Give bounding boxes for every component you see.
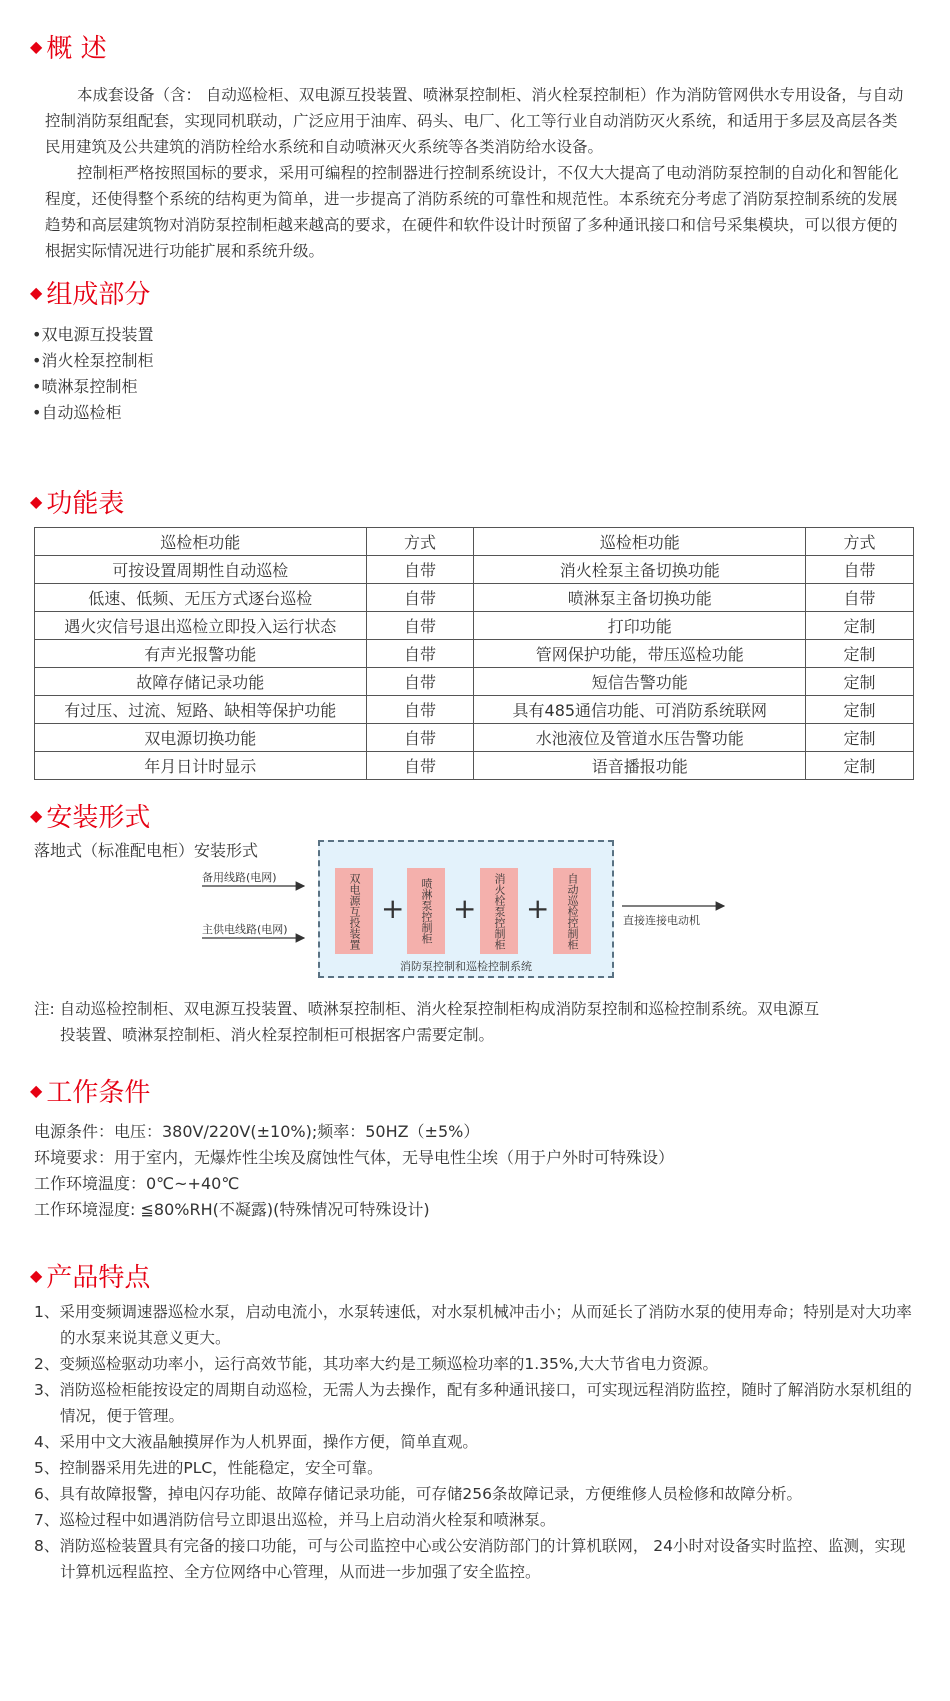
table-cell: 定制 [806,696,914,724]
table-cell: 定制 [806,668,914,696]
section-title-function-table: ◆ 功能表 [30,489,125,519]
backup-line-label: 备用线路(电网) [202,871,277,884]
feature-item: 5、控制器采用先进的PLC，性能稳定，安全可靠。 [34,1459,383,1477]
table-cell: 可按设置周期性自动巡检 [35,556,367,584]
table-cell: 有过压、过流、短路、缺相等保护功能 [35,696,367,724]
installation-note-line-1: 注: 自动巡检控制柜、双电源互投装置、喷淋泵控制柜、消火栓泵控制柜构成消防泵控制和巡检控制系统。双电源互 [34,1000,820,1018]
table-cell: 水池液位及管道水压告警功能 [474,724,806,752]
diamond-bullet-icon: ◆ [30,1081,43,1100]
feature-item: 2、变频巡检驱动功率小，运行高效节能，其功率大约是工频巡检功率的1.35%,大大节省电力资源。 [34,1355,719,1373]
table-cell: 双电源切换功能 [35,724,367,752]
feature-item: 4、采用中文大液晶触摸屏作为人机界面，操作方便，简单直观。 [34,1433,478,1451]
table-cell: 自带 [366,696,474,724]
diamond-bullet-icon: ◆ [30,1266,43,1285]
section-title-overview: ◆ 概 述 [30,34,107,64]
table-cell: 年月日计时显示 [35,752,367,780]
table-cell: 消火栓泵主备切换功能 [474,556,806,584]
condition-line: 工作环境湿度: ≦80%RH(不凝露)(特殊情况可特殊设计) [34,1200,430,1219]
section-title-conditions: ◆ 工作条件 [30,1078,151,1108]
table-header-cell: 方式 [366,528,474,556]
output-label: 直接连接电动机 [623,914,700,927]
table-cell: 自带 [806,556,914,584]
table-cell: 管网保护功能，带压巡检功能 [474,640,806,668]
table-cell: 自带 [366,724,474,752]
table-cell: 故障存储记录功能 [35,668,367,696]
diagram-unit-sprinkler: 喷淋泵控制柜 [407,868,445,954]
table-cell: 自带 [366,556,474,584]
table-cell: 定制 [806,612,914,640]
main-line-label: 主供电线路(电网) [202,923,288,936]
section-title-features: ◆ 产品特点 [30,1263,151,1293]
section-title-composition: ◆ 组成部分 [30,280,151,310]
diagram-unit-inspection: 自动巡检控制柜 [553,868,591,954]
diamond-bullet-icon: ◆ [30,492,43,511]
overview-paragraph-1: 本成套设备（含： 自动巡检柜、双电源互投装置、喷淋泵控制柜、消火栓泵控制柜）作为消防管网供水专用设备，与自动控制消防泵组配套，实现同机联动，广泛应用于油库、码头、电厂、化工等行业自动消防灭火系统，和适用于多层及高层各类民用建筑及公共建筑的消防栓给水系统和自动喷淋灭火系统等各类消防给水设备。 [45,86,904,156]
feature-item: 3、消防巡检柜能按设定的周期自动巡检，无需人为去操作，配有多种通讯接口，可实现远程消防监控，随时了解消防水泵机组的情况，便于管理。 [34,1381,912,1425]
table-cell: 定制 [806,752,914,780]
table-header-cell: 巡检柜功能 [474,528,806,556]
composition-item: •消火栓泵控制柜 [32,351,154,370]
overview-paragraph-2: 控制柜严格按照国标的要求，采用可编程的控制器进行控制系统设计，不仅大大提高了电动消防泵控制的自动化和智能化程度，还使得整个系统的结构更为简单，进一步提高了消防系统的可靠性和规范性。本系统充分考虑了消防泵控制系统的发展趋势和高层建筑物对消防泵控制柜越来越高的要求，在硬件和软件设计时预留了多种通讯接口和信号采集模块，可以很方便的根据实际情况进行功能扩展和系统升级。 [45,164,899,260]
condition-line: 环境要求：用于室内，无爆炸性尘埃及腐蚀性气体，无导电性尘埃（用于户外时可特殊设） [34,1148,675,1167]
plus-icon: + [381,892,405,925]
composition-item: •自动巡检柜 [32,403,122,422]
diagram-unit-dual-power: 双电源互投装置 [335,868,373,954]
composition-item: •双电源互投装置 [32,325,154,344]
table-cell: 自带 [806,584,914,612]
diamond-bullet-icon: ◆ [30,806,43,825]
feature-item: 7、巡检过程中如遇消防信号立即退出巡检，并马上启动消火栓泵和喷淋泵。 [34,1511,556,1529]
plus-icon: + [453,892,477,925]
table-cell: 定制 [806,724,914,752]
diamond-bullet-icon: ◆ [30,283,43,302]
table-header-cell: 方式 [806,528,914,556]
table-cell: 喷淋泵主备切换功能 [474,584,806,612]
table-cell: 自带 [366,612,474,640]
table-header-cell: 巡检柜功能 [35,528,367,556]
table-cell: 打印功能 [474,612,806,640]
condition-line: 工作环境温度：0℃~+40℃ [34,1174,240,1193]
table-cell: 有声光报警功能 [35,640,367,668]
feature-item: 8、消防巡检装置具有完备的接口功能，可与公司监控中心或公安消防部门的计算机联网， 24小时对设备实时监控、监测，实现计算机远程监控、全方位网络中心管理，从而进一步加强了安全监控。 [34,1537,906,1581]
table-cell: 定制 [806,640,914,668]
table-cell: 自带 [366,752,474,780]
composition-item: •喷淋泵控制柜 [32,377,138,396]
table-cell: 语音播报功能 [474,752,806,780]
system-box-label: 消防泵控制和巡检控制系统 [400,960,532,973]
feature-item: 6、具有故障报警，掉电闪存功能、故障存储记录功能，可存储256条故障记录，方便维修人员检修和故障分析。 [34,1485,802,1503]
installation-note-line-2: 投装置、喷淋泵控制柜、消火栓泵控制柜可根据客户需要定制。 [60,1026,495,1044]
installation-subtitle: 落地式（标准配电柜）安装形式 [34,841,259,860]
table-cell: 遇火灾信号退出巡检立即投入运行状态 [35,612,367,640]
plus-icon: + [526,892,550,925]
section-title-installation: ◆ 安装形式 [30,803,151,833]
table-cell: 自带 [366,668,474,696]
table-cell: 短信告警功能 [474,668,806,696]
diamond-bullet-icon: ◆ [30,37,43,56]
table-cell: 具有485通信功能、可消防系统联网 [474,696,806,724]
table-cell: 自带 [366,640,474,668]
table-cell: 自带 [366,584,474,612]
feature-item: 1、采用变频调速器巡检水泵，启动电流小，水泵转速低，对水泵机械冲击小；从而延长了消防水泵的使用寿命；特别是对大功率的水泵来说其意义更大。 [34,1303,912,1347]
diagram-unit-hydrant: 消火栓泵控制柜 [480,868,518,954]
condition-line: 电源条件：电压：380V/220V(±10%);频率：50HZ（±5%） [34,1122,480,1141]
table-cell: 低速、低频、无压方式逐台巡检 [35,584,367,612]
